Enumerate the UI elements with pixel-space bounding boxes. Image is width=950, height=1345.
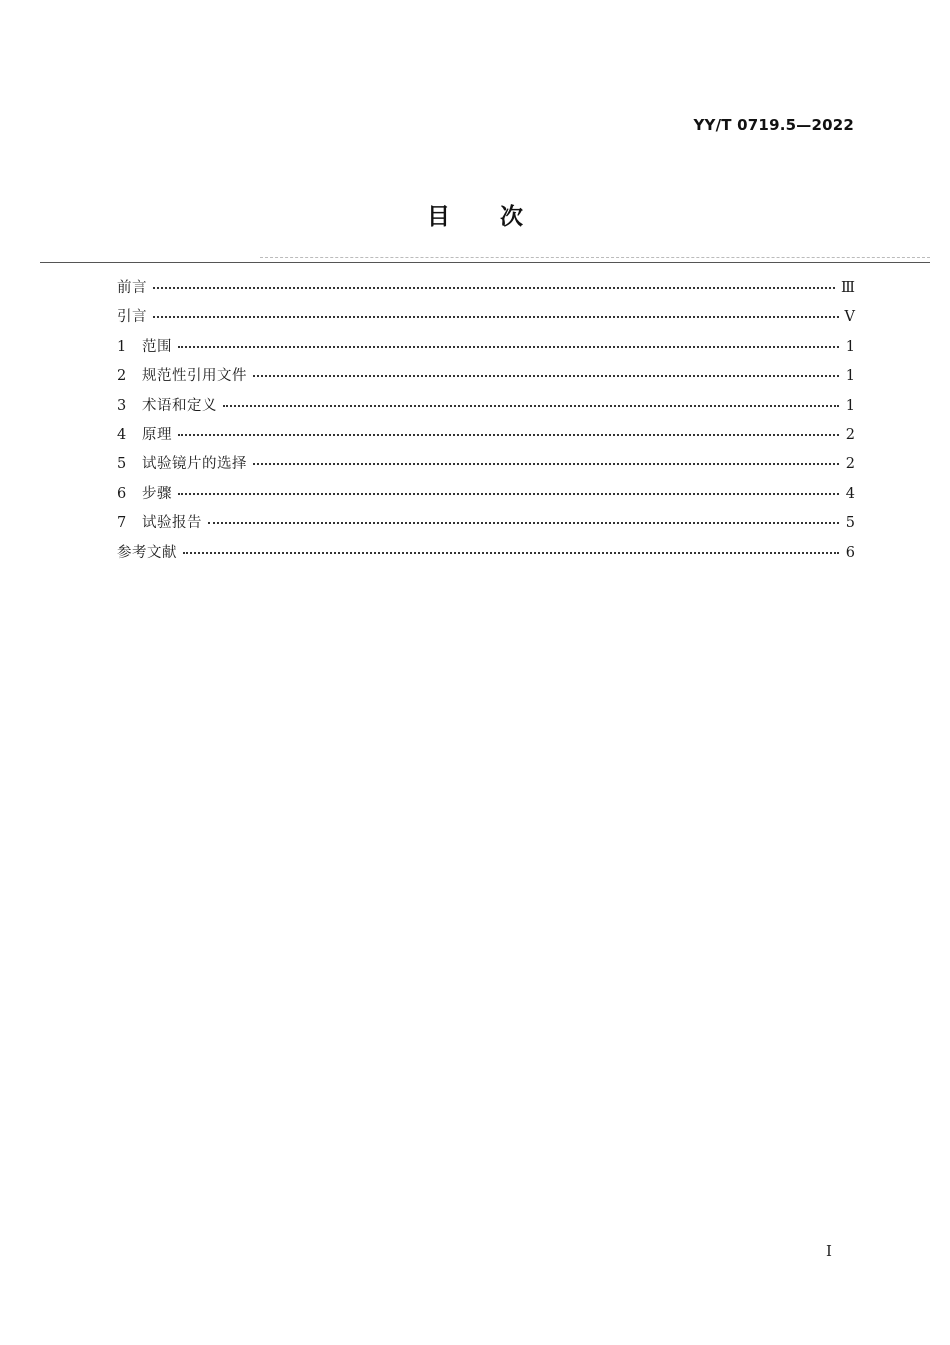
toc-list xyxy=(117,277,855,571)
toc-entry-terms-definitions[interactable] xyxy=(117,395,855,424)
standard-code: YY/T 0719.5—2022 xyxy=(693,116,854,134)
toc-title: 目次 xyxy=(427,204,573,230)
toc-entry-page: 4 xyxy=(845,485,855,502)
toc-entry-label: 规范性引用文件 xyxy=(142,368,247,385)
dot-leader xyxy=(178,346,839,348)
toc-entry-number: 2 xyxy=(117,368,127,385)
toc-entry-label: 原理 xyxy=(142,426,172,443)
toc-entry-page: 1 xyxy=(845,397,855,414)
toc-entry-procedure[interactable] xyxy=(117,483,855,512)
dot-leader xyxy=(153,287,835,289)
toc-entry-number: 5 xyxy=(117,456,127,473)
header-rule xyxy=(40,262,930,263)
dot-leader xyxy=(208,522,839,524)
toc-entry-scope[interactable] xyxy=(117,336,855,365)
toc-entry-label: 前言 xyxy=(117,280,147,296)
toc-entry-label: 术语和定义 xyxy=(142,397,217,414)
toc-entry-label: 范围 xyxy=(142,338,172,355)
toc-entry-number: 3 xyxy=(117,397,127,414)
dot-leader xyxy=(178,493,839,495)
toc-entry-page: 5 xyxy=(845,515,855,532)
toc-entry-number: 1 xyxy=(117,338,127,355)
toc-entry-principle[interactable] xyxy=(117,424,855,453)
toc-entry-number: 4 xyxy=(117,426,127,443)
dot-leader xyxy=(223,405,839,407)
toc-entry-introduction[interactable] xyxy=(117,306,855,335)
toc-entry-page: 1 xyxy=(845,368,855,385)
toc-entry-test-lens-selection[interactable] xyxy=(117,453,855,482)
toc-entry-label: 步骤 xyxy=(142,485,172,502)
dot-leader xyxy=(253,463,839,465)
toc-entry-number: 6 xyxy=(117,485,127,502)
toc-entry-page: 2 xyxy=(845,426,855,443)
dot-leader xyxy=(178,434,839,436)
header-rule-faint xyxy=(260,257,930,258)
toc-entry-page: 1 xyxy=(845,338,855,355)
toc-entry-label: 引言 xyxy=(117,309,147,326)
toc-entry-page: Ⅲ xyxy=(841,280,855,296)
toc-entry-page: Ⅴ xyxy=(844,309,855,326)
toc-entry-test-report[interactable] xyxy=(117,512,855,541)
toc-entry-bibliography[interactable] xyxy=(117,542,855,571)
toc-entry-page: 2 xyxy=(845,456,855,473)
toc-entry-number: 7 xyxy=(117,515,127,532)
dot-leader xyxy=(253,375,839,377)
toc-entry-label: 参考文献 xyxy=(117,544,177,561)
dot-leader xyxy=(183,552,839,554)
page-folio: I xyxy=(826,1242,832,1260)
toc-entry-label: 试验镜片的选择 xyxy=(142,456,247,473)
toc-entry-normative-references[interactable] xyxy=(117,365,855,394)
toc-entry-foreword[interactable] xyxy=(117,277,855,306)
toc-entry-page: 6 xyxy=(845,544,855,561)
toc-entry-label: 试验报告 xyxy=(142,515,202,532)
dot-leader xyxy=(153,316,839,318)
